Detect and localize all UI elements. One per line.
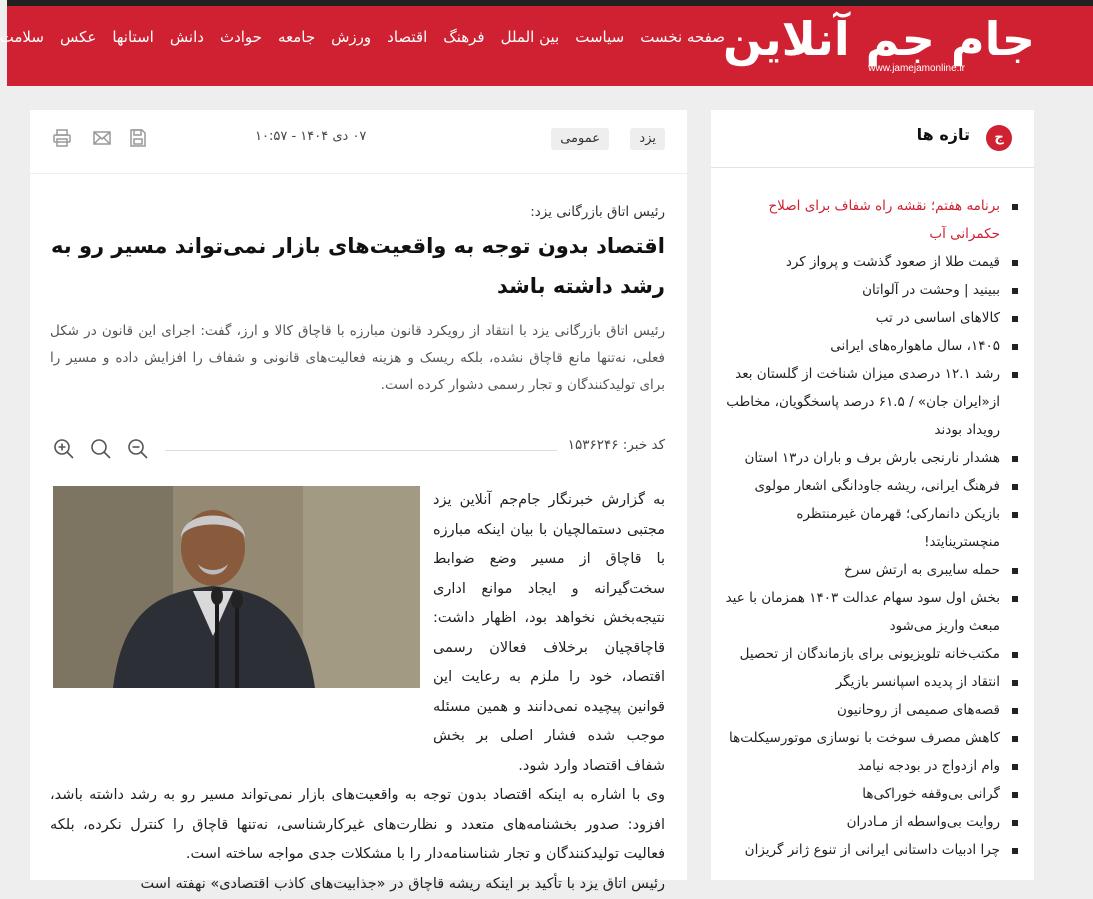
sidebar-news-item[interactable]: قصه‌های صمیمی از روحانیون <box>723 696 1018 724</box>
sidebar-news-item[interactable]: کاهش مصرف سوخت با نوسازی موتورسیکلت‌ها <box>723 724 1018 752</box>
sidebar-news-item[interactable]: ۱۴۰۵، سال ماهواره‌های ایرانی <box>723 332 1018 360</box>
sidebar-news-item[interactable]: ببینید | وحشت در آلواتان <box>723 276 1018 304</box>
nav-economy[interactable]: اقتصاد <box>387 28 427 46</box>
site-header <box>7 6 1093 86</box>
sidebar-news-item[interactable]: انتقاد از پدیده اسپانسر بازیگر <box>723 668 1018 696</box>
nav-sports[interactable]: ورزش <box>331 28 371 46</box>
publish-date: ۰۷ دی ۱۴۰۴ - ۱۰:۵۷ <box>255 129 366 144</box>
mail-icon[interactable] <box>92 128 112 148</box>
sidebar-news-item[interactable]: روایت بی‌واسطه از مـادران <box>723 808 1018 836</box>
sidebar-news-item[interactable]: بخش اول سود سهام عدالت ۱۴۰۳ همزمان با عید مبعث واریز می‌شود <box>723 584 1018 640</box>
search-icon[interactable] <box>90 438 112 460</box>
article-body <box>50 486 665 899</box>
sidebar-news-item[interactable]: هشدار نارنجی بارش برف و باران در۱۳ استان <box>723 444 1018 472</box>
sidebar-news-item[interactable]: مکتب‌خانه تلویزیونی برای بازماندگان از تحصیل <box>723 640 1018 668</box>
sidebar-news-list <box>723 192 1018 864</box>
nav-home[interactable]: صفحه نخست <box>640 28 725 46</box>
nav-photo[interactable]: عکس <box>60 28 96 46</box>
sidebar-header <box>711 110 1034 168</box>
nav-culture[interactable]: فرهنگ <box>443 28 484 46</box>
sidebar-title: تازه ها <box>917 125 970 144</box>
latest-news-sidebar <box>711 110 1034 880</box>
article-paragraph: وی با اشاره به اینکه اقتصاد بدون توجه به واقعیت‌های بازار نمی‌تواند مسیر رو به رشد داشته باشد، افزود: صدور بخشنامه‌های متعدد و نظارت‌های غیرکارشناسی، نه‌تنها قاچاق را کنترل نکرده، بلکه فعالیت تولیدکنندگان و تجار شناسنامه‌دار را با مشکلات جدی مواجه ساخته است. <box>50 781 665 870</box>
article-paragraph: رئیس اتاق یزد با تأکید بر اینکه ریشه قاچاق در «جذابیت‌های کاذب اقتصادی» نهفته است <box>50 870 665 899</box>
sidebar-news-item[interactable]: گرانی بی‌وقفه خوراکی‌ها <box>723 780 1018 808</box>
sidebar-news-item[interactable]: برنامه هفتم؛ نقشه راه شفاف برای اصلاح حکمرانی آب <box>723 192 1018 248</box>
nav-society[interactable]: جامعه <box>278 28 315 46</box>
nav-incidents[interactable]: حوادث <box>220 28 262 46</box>
print-icon[interactable] <box>52 128 72 148</box>
article-paragraph: به گزارش خبرنگار جام‌جم آنلاین یزد مجتبی دستمالچیان با بیان اینکه مبارزه با قاچاق از مسیر وضع ضوابط سخت‌گیرانه و ایجاد موانع اداری نتیجه‌بخش نخواهد بود، اظهار داشت: قاچاقچیان برخلاف فعالان رسمی اقتصاد، خود را ملزم به رعایت این قوانین پیچیده نمی‌دانند و همین مسئله موجب شده فشار اصلی بر بخش شفاف اقتصاد وارد شود. <box>50 486 665 781</box>
sidebar-news-item[interactable]: کالاهای اساسی در تب <box>723 304 1018 332</box>
article-kicker: رئیس اتاق بازرگانی یزد: <box>530 204 665 220</box>
sidebar-news-item[interactable]: حمله سایبری به ارتش سرخ <box>723 556 1018 584</box>
article-meta-bar <box>30 110 687 174</box>
news-code: کد خبر: ۱۵۳۶۲۴۶ <box>568 437 665 453</box>
main-nav <box>0 28 725 46</box>
sidebar-news-item[interactable]: قیمت طلا از صعود گذشت و پرواز کرد <box>723 248 1018 276</box>
sidebar-news-item[interactable]: وام ازدواج در بودجه نیامد <box>723 752 1018 780</box>
site-logo[interactable] <box>730 14 1035 76</box>
nav-international[interactable]: بین الملل <box>501 28 560 46</box>
save-icon[interactable] <box>128 128 148 148</box>
nav-politics[interactable]: سیاست <box>575 28 624 46</box>
nav-health[interactable]: سلامت <box>0 28 44 46</box>
logo-wordmark: جام جم آنلاین <box>723 14 1035 64</box>
sidebar-news-item[interactable]: رشد ۱۲.۱ درصدی میزان شناخت از گلستان بعد از«ایران جان» / ۶۱.۵ درصد پاسخگویان، مخاطب رویداد بودند <box>723 360 1018 444</box>
logo-url: www.jamejamonline.ir <box>868 63 965 74</box>
sidebar-news-item[interactable]: بازیکن دانمارکی؛ قهرمان غیرمنتظره منچسترینایتد! <box>723 500 1018 556</box>
sidebar-news-item[interactable]: چرا ادبیات داستانی ایرانی از تنوع ژانر گریزان <box>723 836 1018 864</box>
zoom-in-icon[interactable] <box>53 438 75 460</box>
article-lead: رئیس اتاق بازرگانی یزد با انتقاد از رویکرد قانون مبارزه با قاچاق کالا و ارز، گفت: اجرای این قانون در شکل فعلی، نه‌تنها مانع قاچاق نشده، بلکه ریسک و هزینه فعالیت‌های قانونی و شفاف را افزایش داده و مسیر را برای تولیدکنندگان و تجار رسمی دشوار کرده است. <box>50 318 665 399</box>
tag-province[interactable]: یزد <box>630 128 665 150</box>
sidebar-news-item[interactable]: فرهنگ ایرانی، ریشه جاودانگی اشعار مولوی <box>723 472 1018 500</box>
article-title: اقتصاد بدون توجه به واقعیت‌های بازار نمی‌تواند مسیر رو به رشد داشته باشد <box>50 226 665 306</box>
nav-provinces[interactable]: استانها <box>112 28 154 46</box>
nav-science[interactable]: دانش <box>170 28 204 46</box>
tag-category[interactable]: عمومی <box>551 128 609 150</box>
photo-spacer <box>50 486 433 728</box>
site-mark-icon: ج <box>986 125 1012 151</box>
zoom-out-icon[interactable] <box>127 438 149 460</box>
news-code-bar <box>30 433 687 463</box>
article-card <box>30 110 687 880</box>
divider <box>165 450 557 451</box>
